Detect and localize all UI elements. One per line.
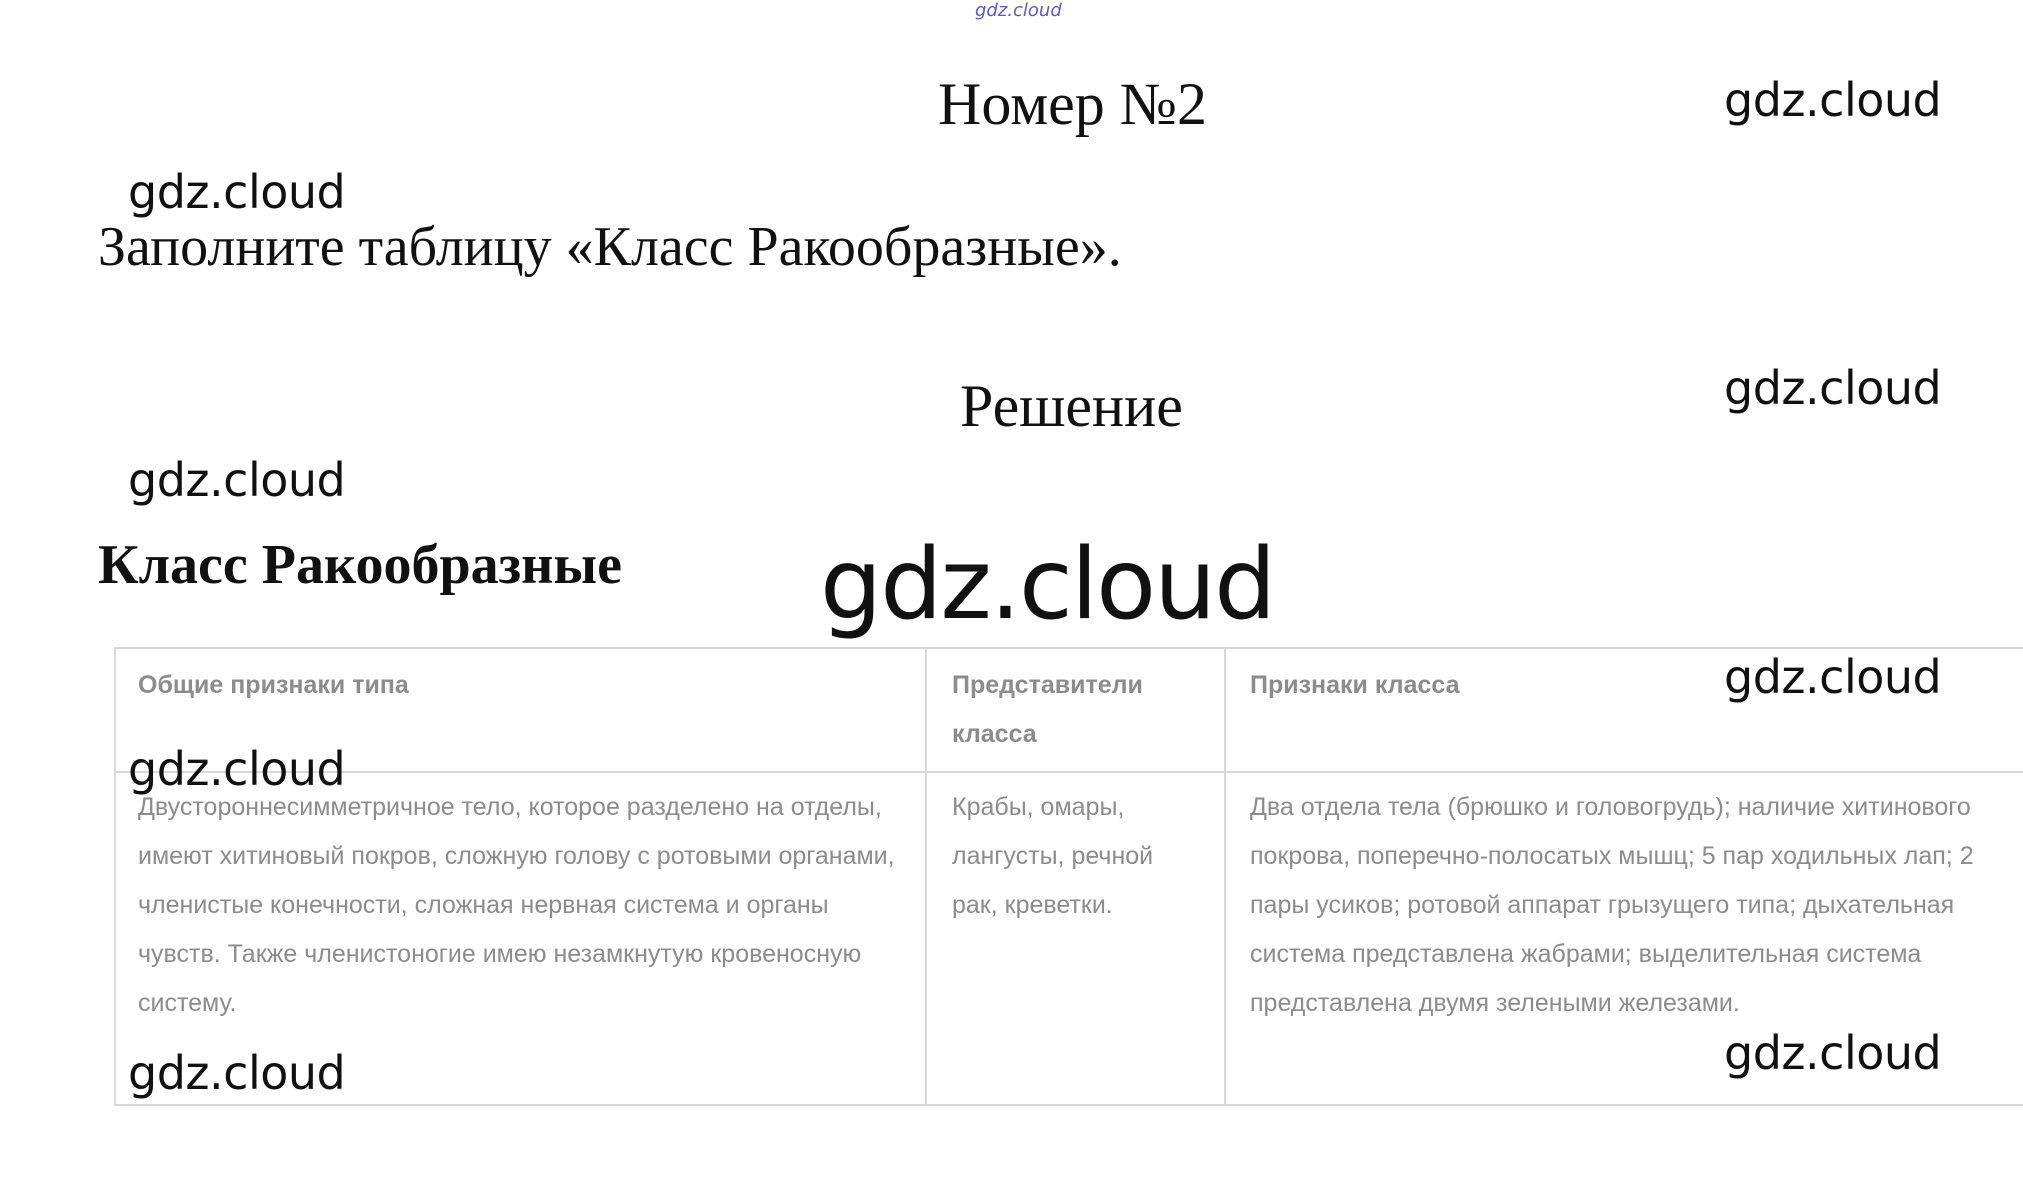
watermark: gdz.cloud — [128, 165, 346, 219]
table-cell: Двустороннесимметричное тело, которое разделено на отделы, имеют хитиновый покров, сложную голову с ротовыми органами, членистые конечности, сложная нервная система и органы чувств. Также членистоногие имею незамкнутую кровеносную систему. — [138, 793, 895, 1017]
watermark: gdz.cloud — [1724, 650, 1942, 704]
header-divider — [116, 771, 2023, 773]
page-heading: Номер №2 — [938, 71, 1208, 137]
table-cell: Два отдела тела (брюшко и головогрудь); наличие хитинового покрова, поперечно-полосатых мышц; 5 пар ходильных лап; 2 пары усиков; ротовой аппарат грызущего типа; дыхательная система представлена жабрами; выделительная система представлена двумя зелеными железами. — [1250, 793, 1974, 1017]
table-title: Класс Ракообразные — [98, 534, 622, 596]
watermark: gdz.cloud — [128, 1046, 346, 1100]
table-header-cell: Общие признаки типа — [138, 671, 409, 699]
top-watermark: gdz.cloud — [975, 0, 1062, 21]
table-header-cell: Представители класса — [952, 671, 1143, 748]
table-header-cell: Признаки класса — [1250, 671, 1460, 699]
task-text: Заполните таблицу «Класс Ракообразные». — [98, 216, 1122, 278]
watermark: gdz.cloud — [128, 453, 346, 507]
column-divider — [1224, 649, 1226, 1104]
watermark: gdz.cloud — [128, 742, 346, 796]
column-divider — [925, 649, 927, 1104]
solution-heading: Решение — [960, 373, 1183, 439]
watermark: gdz.cloud — [1724, 1026, 1942, 1080]
table-cell: Крабы, омары, лангусты, речной рак, креветки. — [952, 793, 1154, 919]
watermark: gdz.cloud — [1724, 73, 1942, 127]
watermark: gdz.cloud — [1724, 361, 1942, 415]
watermark-large: gdz.cloud — [820, 528, 1275, 642]
